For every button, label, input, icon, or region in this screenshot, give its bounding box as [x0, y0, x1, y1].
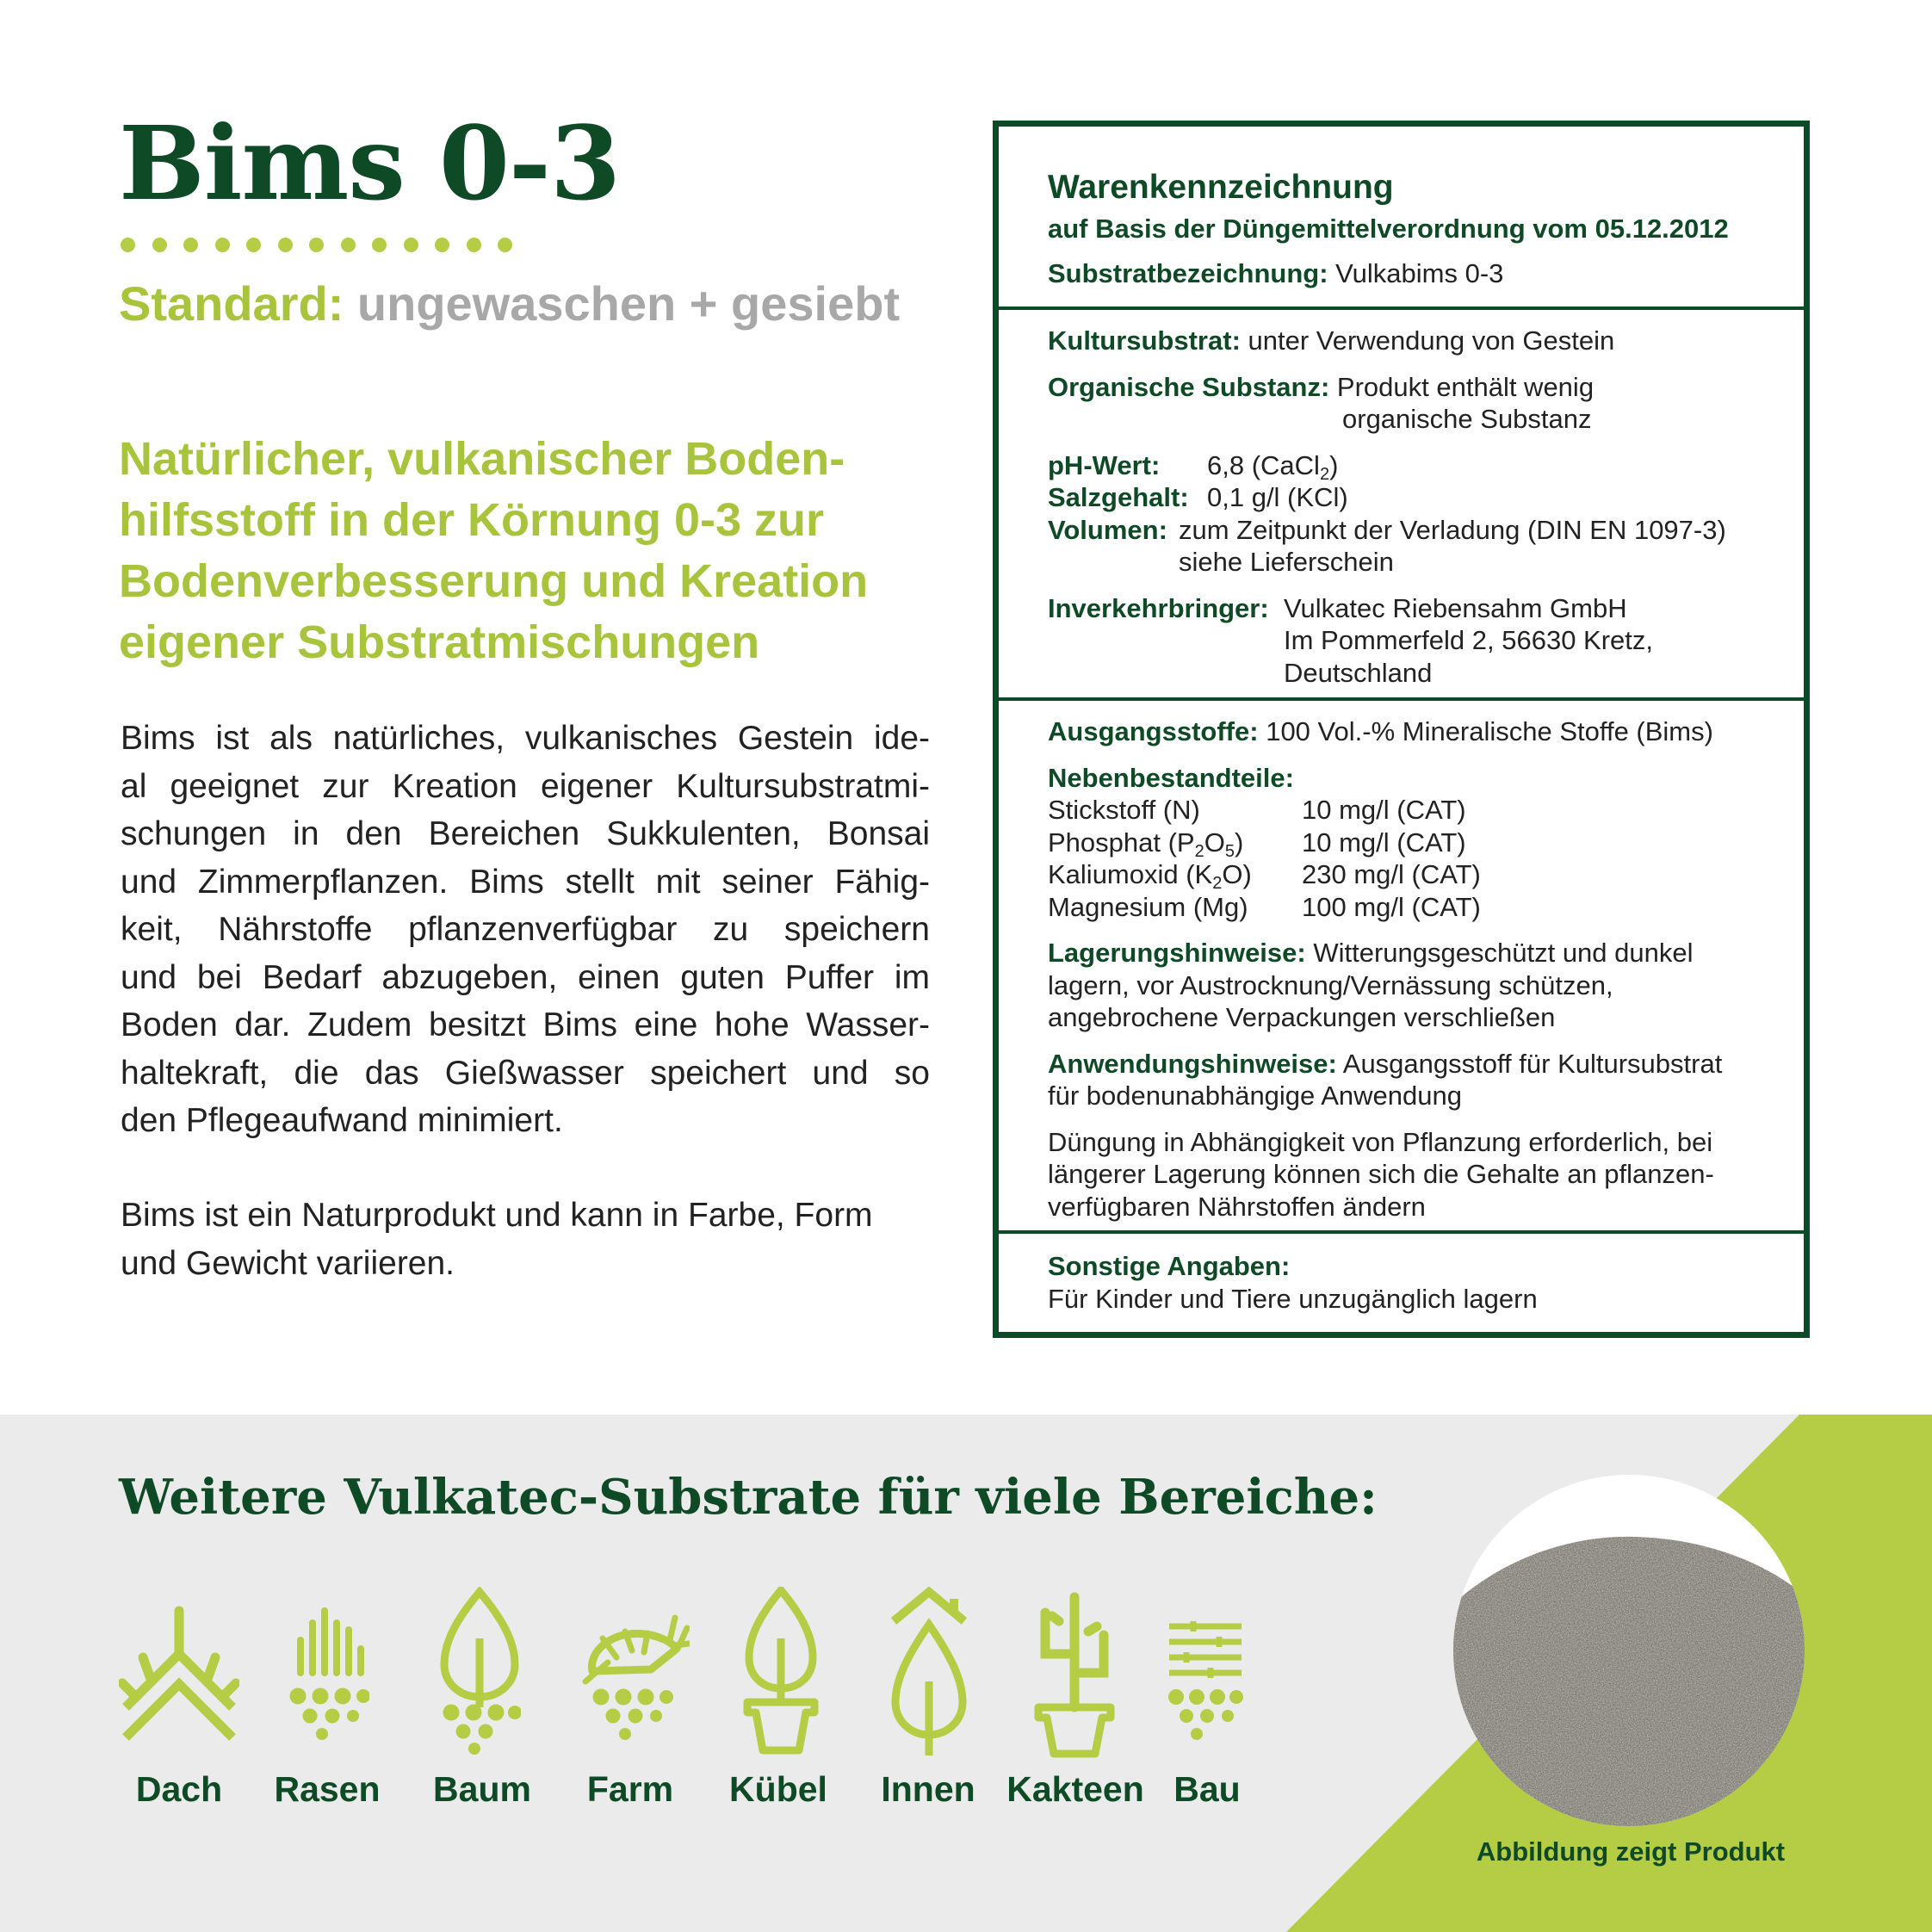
note-paragraph	[121, 1192, 930, 1287]
nutrient-row	[1048, 794, 1804, 827]
nutrient-value: 230 mg/l (CAT)	[1302, 859, 1481, 889]
nutrient-name: Phosphat $(P_2O_5)$	[1048, 827, 1244, 861]
nutrient-row	[1048, 827, 1804, 859]
label-heading: Warenkennzeichnung	[1048, 169, 1394, 206]
description-paragraph	[121, 715, 930, 1145]
nutrient-name: Stickstoff (N)	[1048, 795, 1200, 825]
inverkehr-row	[1048, 592, 1804, 625]
product-label-panel	[993, 121, 1810, 1338]
tree-icon	[439, 1587, 521, 1759]
paragraph-line: keit, Nährstoffe pflanzenverfügbar zu speichern	[121, 911, 930, 948]
paragraph-line: Bims ist ein Naturprodukt und kann in Farbe, Form	[121, 1197, 873, 1234]
duengung-text: Düngung in Abhängigkeit von Pflanzung erforderlich, bei	[1048, 1126, 1713, 1157]
sonstige-value: Für Kinder und Tiere unzugänglich lagern	[1048, 1283, 1538, 1314]
lead-line: Bodenverbesserung und Kreation	[119, 555, 869, 607]
paragraph-line: haltekraft, die das Gießwasser speichert und so	[121, 1054, 930, 1092]
neben-label: Nebenbestandteile:	[1048, 762, 1294, 793]
category-label-baum: Baum	[433, 1769, 531, 1809]
lead-text	[119, 429, 945, 673]
nutrient-row	[1048, 858, 1804, 891]
label-header	[999, 168, 1804, 289]
organisch-value: Produkt enthält wenig	[1336, 371, 1595, 402]
anwendung-label: Anwendungshinweise:	[1048, 1048, 1337, 1079]
salz-row	[1048, 481, 1804, 514]
paragraph-line: den Pflegeaufwand minimiert.	[121, 1102, 563, 1139]
house-plant-icon	[889, 1587, 970, 1759]
grass-icon	[288, 1587, 369, 1759]
paragraph-line: und Gewicht variieren.	[121, 1244, 455, 1282]
label-section-properties	[999, 325, 1804, 689]
inverkehr-address: Im Pommerfeld 2, 56630 Kretz,	[1284, 625, 1654, 655]
category-label-farm: Farm	[586, 1769, 674, 1809]
bricks-icon	[1167, 1587, 1245, 1759]
ausgang-value: 100 Vol.-% Mineralische Stoffe (Bims)	[1266, 716, 1713, 746]
kultursubstrat-value: unter Verwendung von Gestein	[1248, 325, 1615, 356]
volumen-label: Volumen:	[1048, 514, 1167, 545]
paragraph-line: Bims ist als natürliches, vulkanisches Gestein ide-	[121, 720, 930, 757]
nutrient-name: Kaliumoxid $(K_2O)$	[1048, 859, 1252, 893]
cactus-icon	[1033, 1587, 1119, 1759]
label-divider	[999, 307, 1804, 310]
inverkehr-value: Vulkatec Riebensahm GmbH	[1284, 592, 1627, 623]
image-caption: Abbildung zeigt Produkt	[1476, 1836, 1786, 1867]
kultursubstrat-label: Kultursubstrat:	[1048, 325, 1241, 356]
category-label-kuebel: Kübel	[729, 1769, 827, 1809]
anwendung-value: Ausgangsstoff für Kultursubstrat	[1342, 1048, 1723, 1079]
lagerung-row	[1048, 937, 1804, 969]
potted-plant-icon	[742, 1587, 820, 1759]
ph-row	[1048, 449, 1804, 482]
standard-value: ungewaschen + gesiebt	[356, 276, 901, 331]
label-subheading: auf Basis der Düngemittelverordnung vom 05.12.2012	[1048, 214, 1729, 244]
category-label-dach: Dach	[135, 1769, 223, 1809]
anwendung-row	[1048, 1048, 1804, 1081]
duengung-text: verfügbaren Nährstoffen ändern	[1048, 1191, 1426, 1222]
category-label-kakteen: Kakteen	[1006, 1769, 1144, 1809]
lagerung-value-cont: angebrochene Verpackungen verschließen	[1048, 1002, 1556, 1032]
label-divider	[999, 1230, 1804, 1234]
organisch-row	[1048, 371, 1804, 404]
volumen-row-cont: siehe Lieferschein	[1179, 547, 1394, 577]
nutrient-value: 100 mg/l (CAT)	[1302, 891, 1481, 922]
label-divider	[999, 697, 1804, 701]
standard-line	[119, 276, 900, 331]
paragraph-line: al geeignet zur Kreation eigener Kultursubstratmi-	[121, 767, 930, 805]
substrat-value: Vulkabims 0-3	[1335, 257, 1504, 288]
lagerung-value: Witterungsgeschützt und dunkel	[1313, 938, 1694, 968]
sonstige-label: Sonstige Angaben:	[1048, 1251, 1291, 1281]
anwendung-value-cont: für bodenunabhängige Anwendung	[1048, 1081, 1462, 1111]
dot-divider	[121, 238, 512, 252]
product-image	[1453, 1475, 1805, 1826]
page-title: Bims 0-3	[119, 103, 621, 223]
paragraph-line: Boden dar. Zudem besitzt Bims eine hohe Wasser-	[121, 1006, 930, 1043]
label-section-composition	[999, 715, 1804, 1223]
paragraph-line: und Zimmerpflanzen. Bims stellt mit seiner Fähig-	[121, 863, 930, 901]
organisch-row-cont: organische Substanz	[1342, 404, 1592, 434]
category-label-bau: Bau	[1173, 1769, 1241, 1809]
lead-line: hilfsstoff in der Körnung 0-3 zur	[119, 494, 824, 546]
volumen-value: zum Zeitpunkt der Verladung (DIN EN 1097-3)	[1179, 514, 1726, 545]
paragraph-line: und bei Bedarf abzugeben, einen guten Puffer im	[121, 958, 930, 996]
footer-band	[0, 1415, 1932, 1932]
substrat-label: Substratbezeichnung:	[1048, 257, 1328, 288]
nutrient-name: Magnesium (Mg)	[1048, 891, 1248, 922]
label-section-other	[999, 1250, 1804, 1315]
roof-icon	[119, 1587, 239, 1759]
standard-label: Standard:	[119, 276, 344, 331]
volumen-row	[1048, 514, 1804, 547]
footer-title: Weitere Vulkatec-Substrate für viele Bereiche:	[119, 1469, 1378, 1526]
ph-label: pH-Wert:	[1048, 449, 1161, 480]
nutrient-value: 10 mg/l (CAT)	[1302, 795, 1466, 825]
salz-label: Salzgehalt:	[1048, 482, 1189, 512]
nutrient-row	[1048, 891, 1804, 924]
substrat-row	[1048, 257, 1804, 290]
carrot-icon	[582, 1587, 690, 1759]
nutrient-value: 10 mg/l (CAT)	[1302, 827, 1466, 858]
lead-line: Natürlicher, vulkanischer Boden-	[119, 433, 845, 485]
ausgang-label: Ausgangsstoffe:	[1048, 716, 1259, 746]
category-label-innen: Innen	[881, 1769, 975, 1809]
lead-line: eigener Substratmischungen	[119, 616, 760, 668]
inverkehr-label: Inverkehrbringer:	[1048, 592, 1269, 623]
category-label-rasen: Rasen	[274, 1769, 381, 1809]
ausgang-row	[1048, 715, 1804, 748]
duengung-text: längerer Lagerung können sich die Gehalte an pflanzen-	[1048, 1159, 1714, 1189]
ph-value: 6,8 (CaCl$_2$)	[1207, 449, 1339, 484]
inverkehr-country: Deutschland	[1284, 657, 1433, 688]
kultursubstrat-row	[1048, 325, 1804, 357]
salz-value: 0,1 g/l (KCl)	[1207, 482, 1348, 512]
organisch-label: Organische Substanz:	[1048, 371, 1330, 402]
paragraph-line: schungen in den Bereichen Sukkulenten, Bonsai	[121, 815, 930, 852]
lagerung-label: Lagerungshinweise:	[1048, 938, 1306, 968]
lagerung-value-cont: lagern, vor Austrocknung/Vernässung schützen,	[1048, 969, 1613, 1000]
